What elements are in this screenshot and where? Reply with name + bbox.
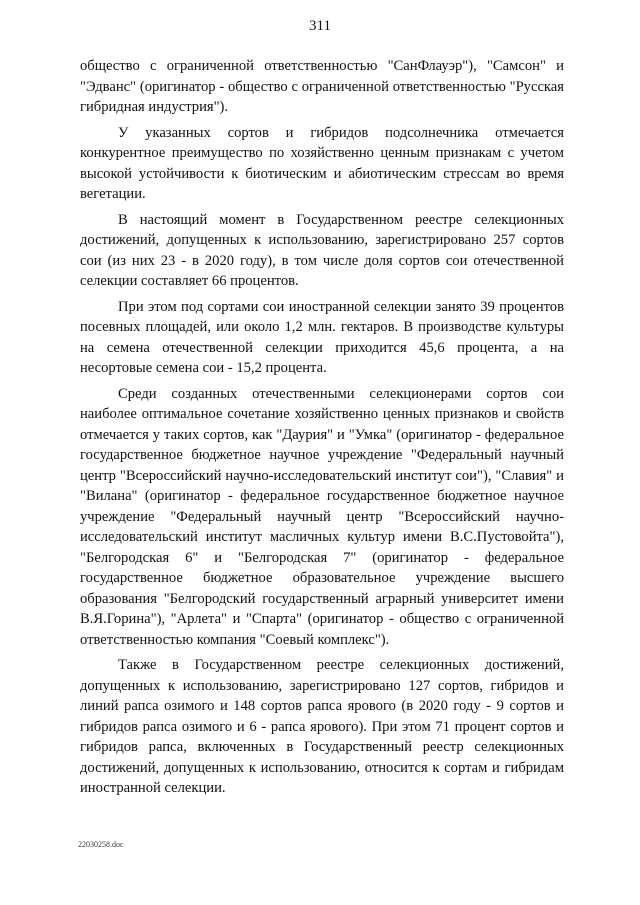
paragraph-soy-registry: В настоящий момент в Государственном реестре селекционных достижений, допущенных к использованию, зарегистрировано 257 сортов сои (из них 23 - в 2020 году), в том числе доля сортов сои отечественной селекции составляет 66 процентов. [80, 211, 564, 289]
paragraph-soy-foreign-share: При этом под сортами сои иностранной селекции занято 39 процентов посевных площадей, или около 1,2 млн. гектаров. В производстве культуры на семена отечественной селекции приходится 45,6 процента, а на несортовые семена сои - 15,2 процента. [80, 298, 564, 376]
document-body [80, 56, 564, 804]
paragraph-rapeseed-registry: Также в Государственном реестре селекционных достижений, допущенных к использованию, зарегистрировано 127 сортов, гибридов и линий рапса озимого и 148 сортов рапса ярового (в 2020 году - 9 сортов и гибридов рапса озимого и 6 - рапса ярового). При этом 71 процент сортов и гибридов рапса, включенных в Государственный реестр селекционных достижений, допущенных к использованию, относится к сортам и гибридам иностранной селекции. [80, 657, 564, 796]
page-number: 311 [309, 18, 331, 34]
paragraph-sunflower-advantage: У указанных сортов и гибридов подсолнечника отмечается конкурентное преимущество по хозяйственно ценным признакам с учетом высокой устойчивости к биотическим и абиотическим стрессам во время вегетации. [80, 124, 564, 202]
paragraph-soy-domestic-varieties: Среди созданных отечественными селекционерами сортов сои наиболее оптимальное сочетание хозяйственно ценных признаков и свойств отмечается у таких сортов, как "Даурия" и "Умка" (оригинатор - федеральное государственное бюджетное научное учреждение "Федеральный научный центр "Всероссийский научно-исследовательский институт сои"), "Славия" и "Вилана" (оригинатор - федеральное государственное бюджетное научное учреждение "Федеральный научный центр "Всероссийский научно-исследовательский институт масличных культур имени В.С.Пустовойта"), "Белгородская 6" и "Белгородская 7" (оригинатор - федеральное государственное бюджетное образовательное учреждение высшего образования "Белгородский государственный аграрный университет имени В.Я.Горина"), "Арлета" и "Спарта" (оригинатор - общество с ограниченной ответственностью компания "Соевый комплекс"). [80, 385, 564, 648]
footer-filename: 22030258.doc [78, 840, 124, 849]
paragraph-continuation: общество с ограниченной ответственностью "СанФлауэр"), "Самсон" и "Эдванс" (оригинатор - общество с ограниченной ответственностью "Русская гибридная индустрия"). [80, 58, 564, 115]
